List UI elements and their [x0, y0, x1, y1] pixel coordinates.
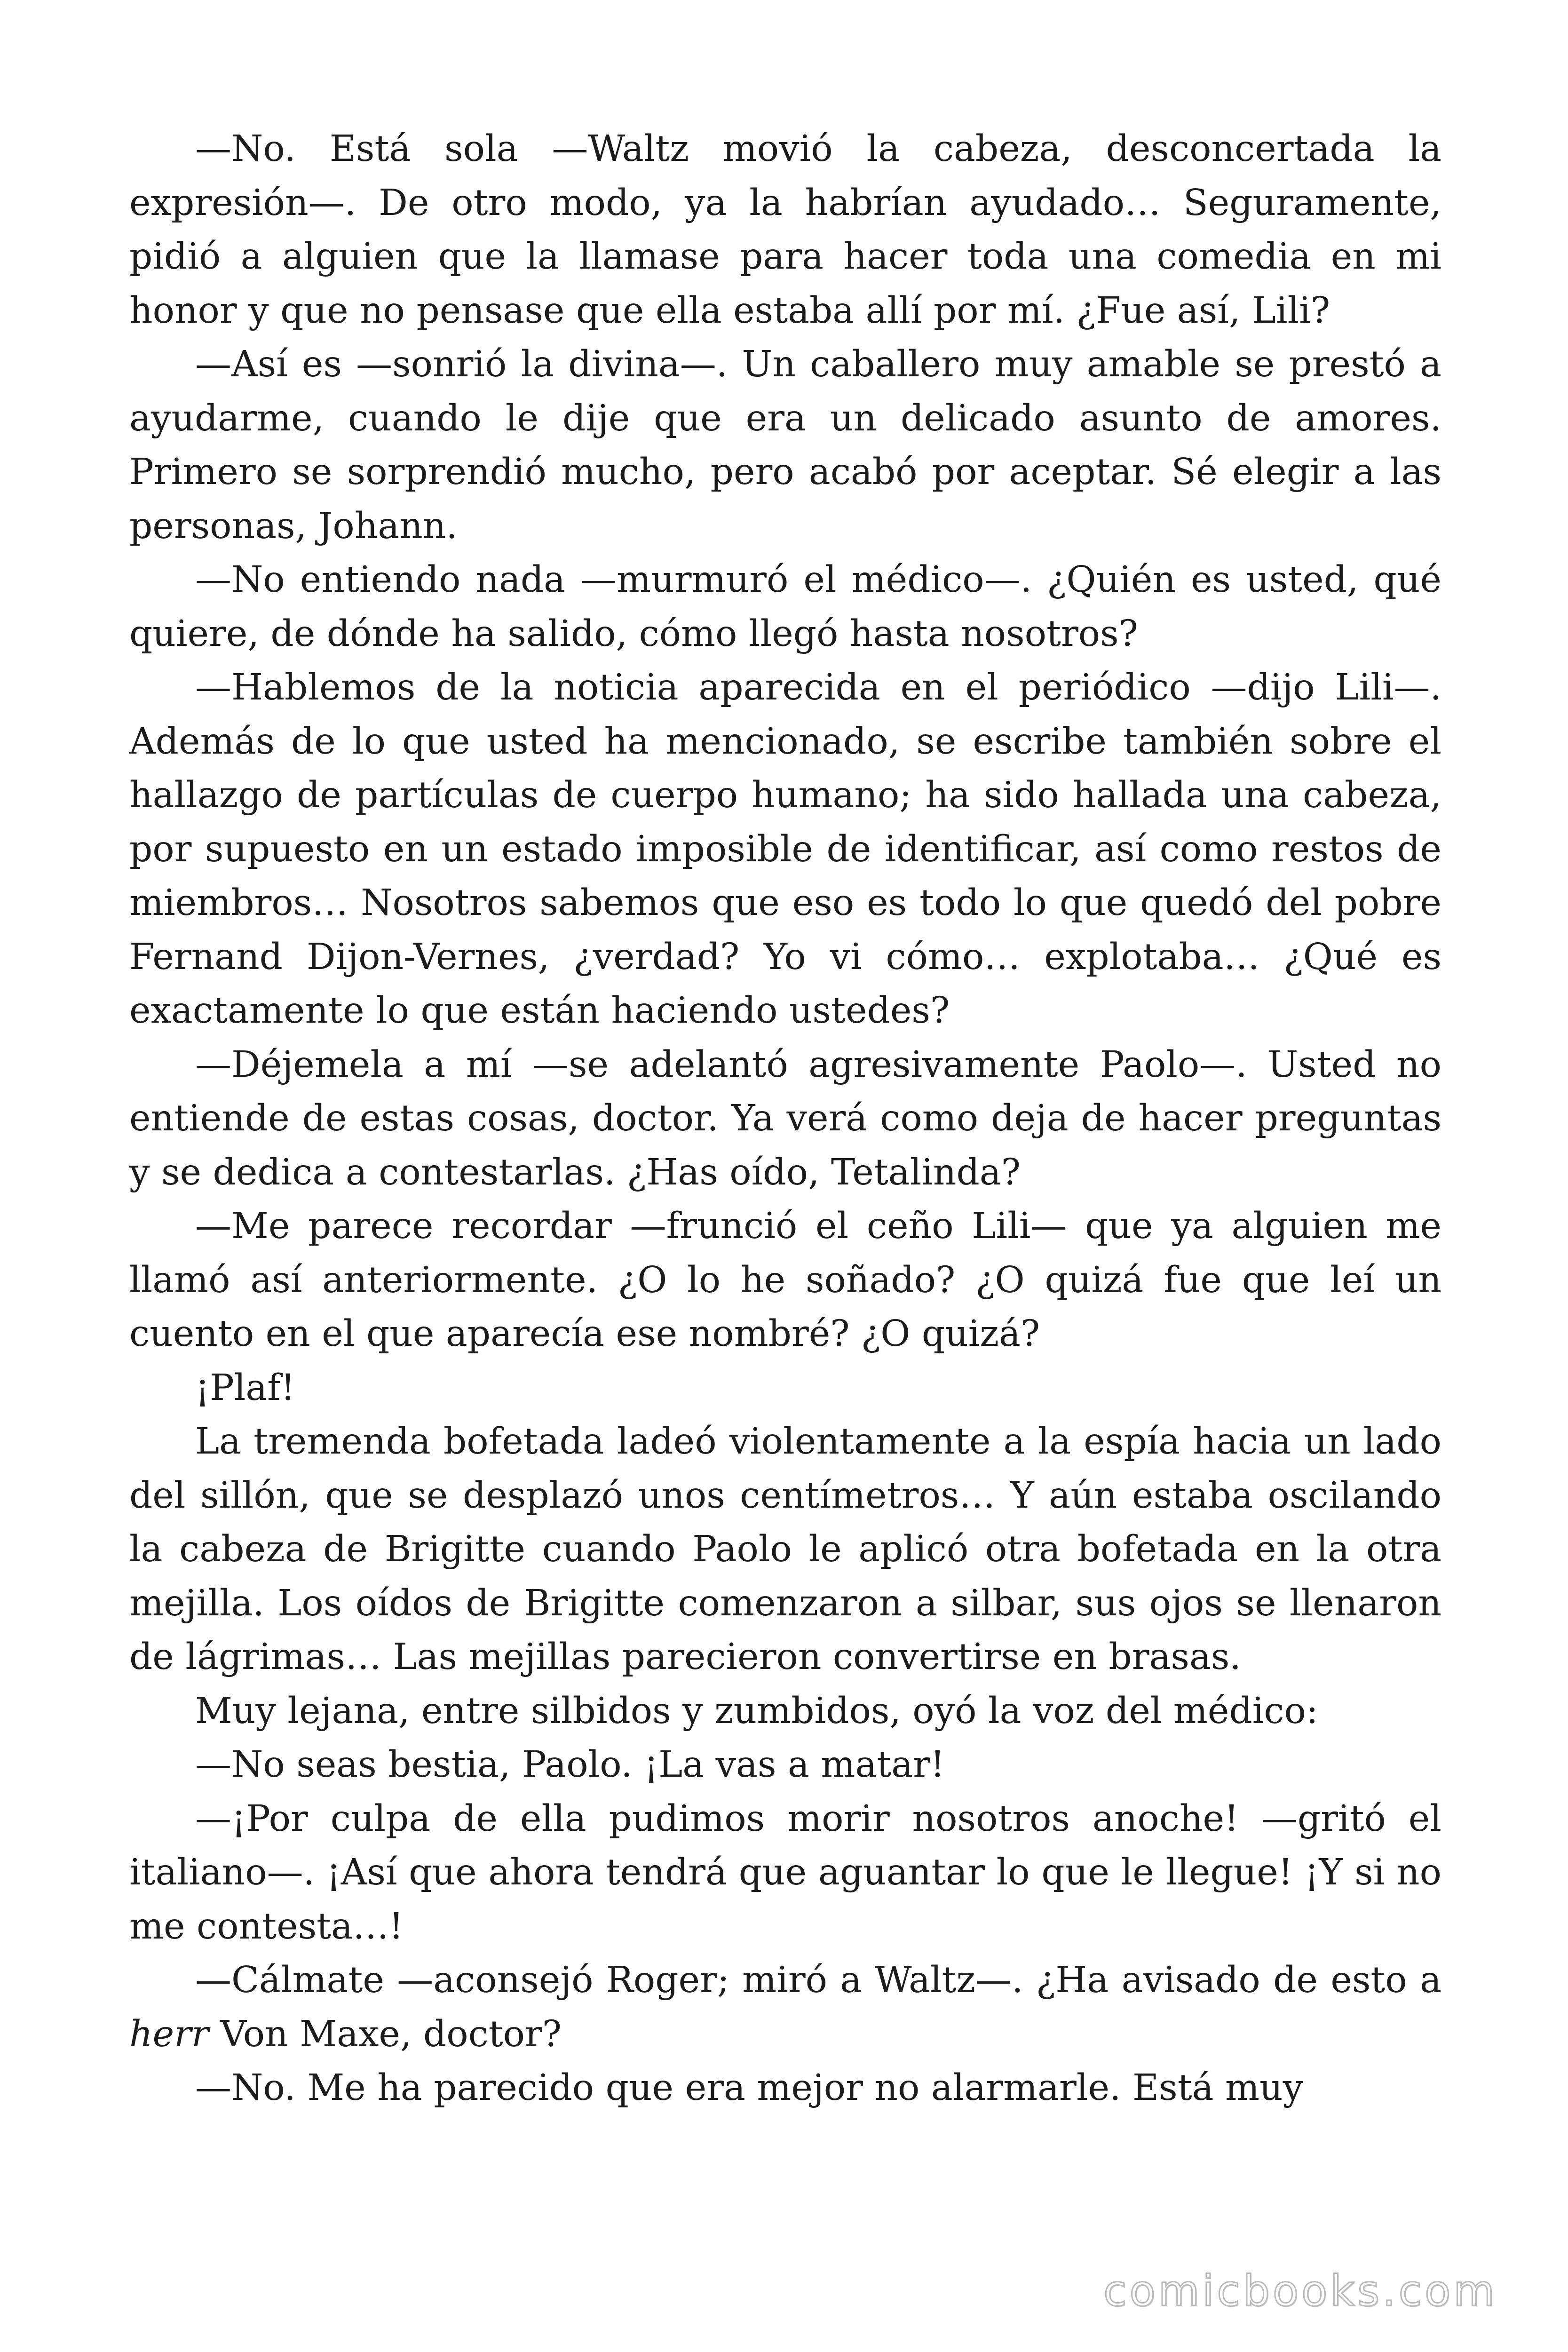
- paragraph-6: —Me parece recordar —frunció el ceño Lili— que ya alguien me llamó así anteriormente. ¿O lo he soñado? ¿O quizá fue que leí un cuento en el que aparecía ese nombré? ¿O quizá?: [129, 1205, 1441, 1355]
- paragraph-9: Muy lejana, entre silbidos y zumbidos, oyó la voz del médico:: [195, 1690, 1318, 1732]
- paragraph-12: [129, 1954, 1441, 2061]
- paragraph-11: —¡Por culpa de ella pudimos morir nosotros anoche! —gritó el italiano—. ¡Así que ahora tendrá que aguantar lo que le llegue! ¡Y si no me contesta…!: [129, 1797, 1441, 1947]
- paragraph-5: —Déjemela a mí —se adelantó agresivamente Paolo—. Usted no entiende de estas cosas, doctor. Ya verá como deja de hacer preguntas y se dedica a contestarlas. ¿Has oído, Tetalinda?: [129, 1043, 1441, 1193]
- paragraph-3: —No entiendo nada —murmuró el médico—. ¿Quién es usted, qué quiere, de dónde ha salido, cómo llegó hasta nosotros?: [129, 559, 1441, 655]
- page-body: [129, 122, 1441, 2115]
- paragraph-1: —No. Está sola —Waltz movió la cabeza, desconcertada la expresión—. De otro modo, ya la habrían ayudado… Seguramente, pidió a alguien que la llamase para hacer toda una comedia en mi honor y que no pensase que ella estaba allí por mí. ¿Fue así, Lili?: [129, 128, 1441, 332]
- paragraph-8: La tremenda bofetada ladeó violentamente a la espía hacia un lado del sillón, que se desplazó unos centímetros… Y aún estaba oscilando la cabeza de Brigitte cuando Paolo le aplicó otra bofetada en la otra mejilla. Los oídos de Brigitte comenzaron a silbar, sus ojos se llenaron de lágrimas… Las mejillas parecieron convertirse en brasas.: [129, 1421, 1441, 1678]
- watermark-logo: comicbooks.com: [1103, 2266, 1497, 2316]
- emphasis-word: herr: [129, 2013, 209, 2055]
- paragraph-13: —No. Me ha parecido que era mejor no alarmarle. Está muy: [195, 2067, 1304, 2109]
- paragraph-10: —No seas bestia, Paolo. ¡La vas a matar!: [195, 1744, 945, 1786]
- paragraph-2: —Así es —sonrió la divina—. Un caballero muy amable se prestó a ayudarme, cuando le dije que era un delicado asunto de amores. Primero se sorprendió mucho, pero acabó por aceptar. Sé elegir a las personas, Johann.: [129, 343, 1441, 547]
- paragraph-7: ¡Plaf!: [195, 1367, 295, 1409]
- paragraph-12-before: —Cálmate —aconsejó Roger; miró a Waltz—. ¿Ha avisado de esto a: [195, 1959, 1441, 2001]
- paragraph-4: —Hablemos de la noticia aparecida en el periódico —dijo Lili—. Además de lo que usted ha mencionado, se escribe también sobre el hallazgo de partículas de cuerpo humano; ha sido hallada una cabeza, por supuesto en un estado imposible de identificar, así como restos de miembros… Nosotros sabemos que eso es todo lo que quedó del pobre Fernand Dijon-Vernes, ¿verdad? Yo vi cómo… explotaba… ¿Qué es exactamente lo que están haciendo ustedes?: [129, 667, 1441, 1032]
- paragraph-12-after: Von Maxe, doctor?: [208, 2013, 562, 2055]
